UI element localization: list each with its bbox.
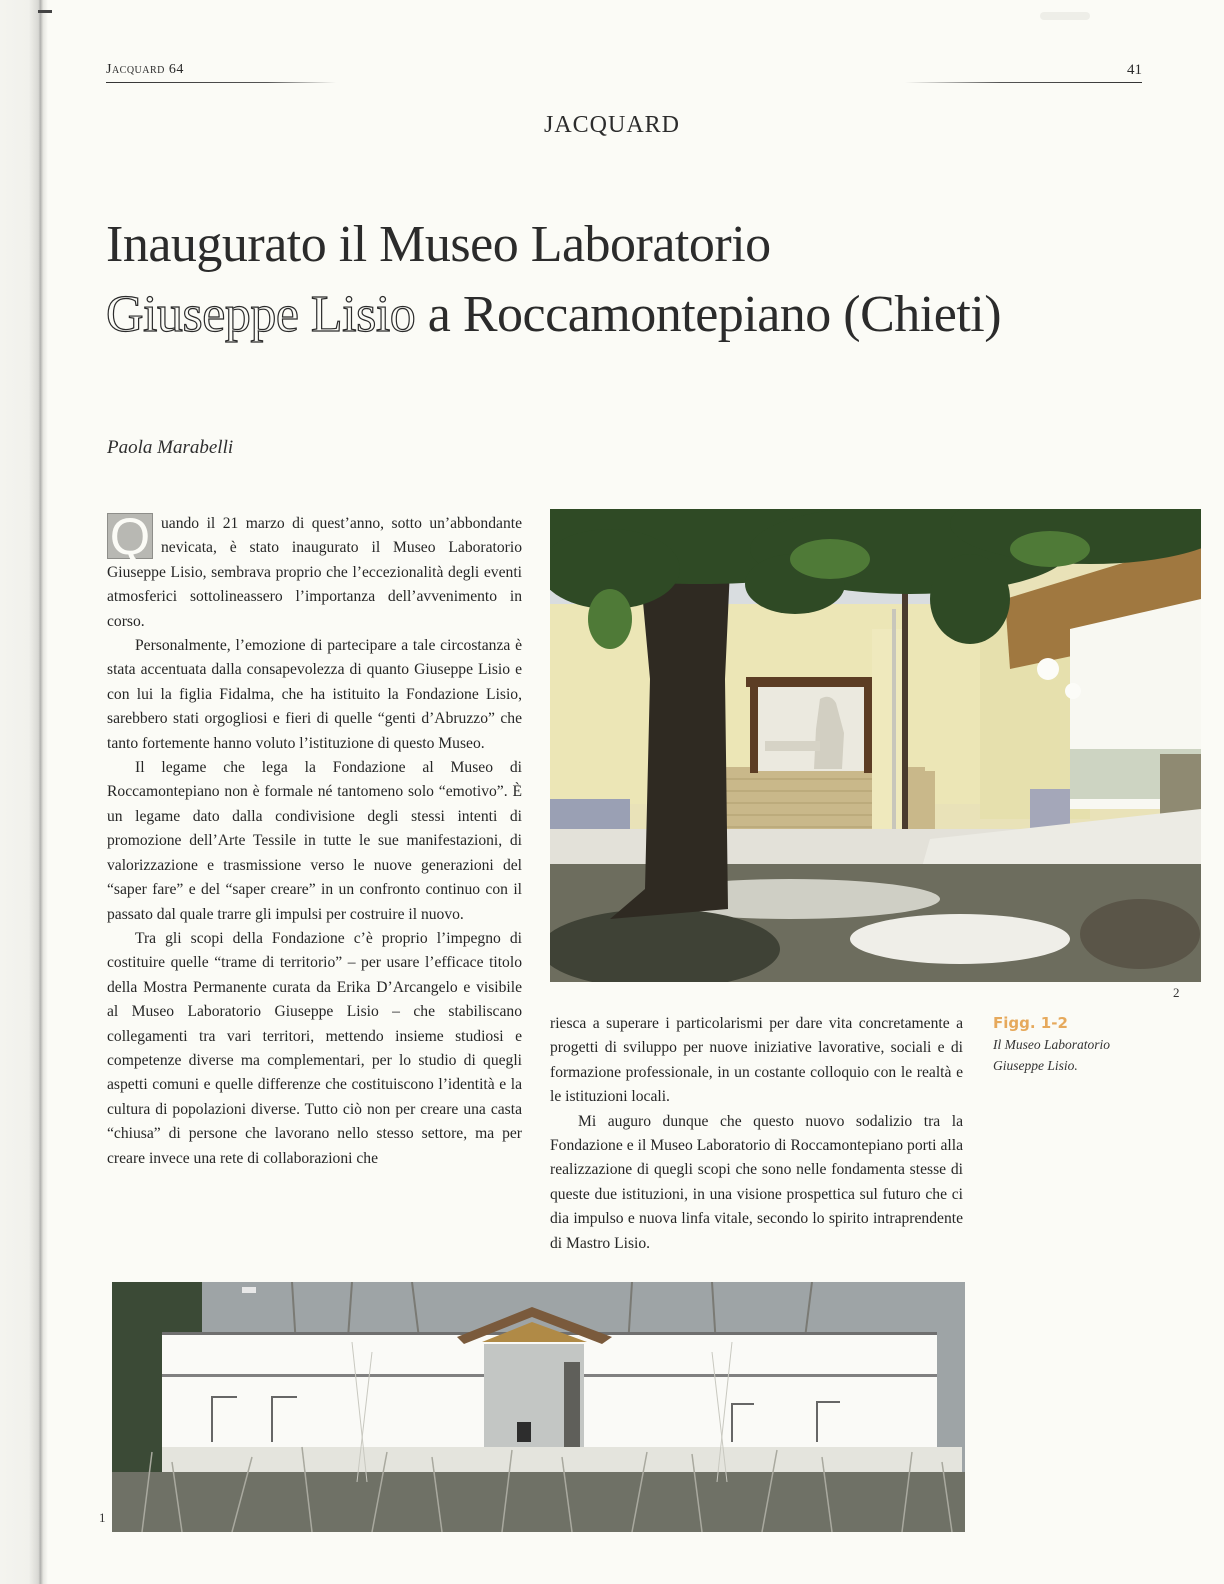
paragraph: Personalmente, l’emozione di partecipare a tale circostanza è stata accentuata dalla consapevolezza di quanto Giuseppe Lisio e con lui la figlia Fidalma, che ha istituito la Fondazione Lisio, sarebbero stati orgogliosi e fieri di quelle “genti d’Abruzzo” che tanto fortemente hanno voluto l’istituzione di questo Museo.	[107, 637, 522, 752]
courtyard-photo-illustration	[550, 509, 1201, 982]
figure-1-photo	[112, 1282, 965, 1532]
running-head	[106, 62, 1142, 84]
section-title: JACQUARD	[543, 112, 680, 138]
header-rule-left	[106, 82, 336, 83]
scan-smudge	[1040, 12, 1090, 20]
journal-name: Jacquard 64	[106, 62, 184, 77]
title-outline-name: Giuseppe Lisio	[106, 286, 416, 343]
paragraph: Mi auguro dunque che questo nuovo sodalizio tra la Fondazione e il Museo Laboratorio di Roccamontepiano porti alla realizzazione di quegli scopi che sono nelle fondamenta stesse di queste due istituzioni, in una visione prospettica sul futuro che ci dia impulso e nuova linfa vitale, secondo lo spirito intraprendente di Mastro Lisio.	[550, 1112, 963, 1252]
body-column-middle	[550, 1012, 963, 1256]
paragraph-text: uando il 21 marzo di quest’anno, sotto un’abbondante nevicata, è stato inaugurato il Museo Laboratorio Giuseppe Lisio, sembrava proprio che l’eccezionalità degli eventi atmosferici sottolineassero l’importanza dell’avvenimento in corso.	[107, 515, 522, 630]
scan-mark	[38, 10, 52, 13]
caption-label: Figg. 1-2	[993, 1014, 1068, 1032]
paragraph	[107, 508, 522, 634]
title-line-2-rest: a Roccamontepiano (Chieti)	[415, 286, 1002, 343]
paragraph: riesca a superare i particolarismi per dare vita concretamente a progetti di sviluppo per nuove iniziative lavorative, sociali e di formazione professionale, in un costante colloquio con le realtà e le istituzioni locali.	[550, 1015, 963, 1106]
body-column-left	[107, 508, 522, 1171]
paragraph: Tra gli scopi della Fondazione c’è proprio l’impegno di costituire quelle “trame di territorio” – per usare l’efficace titolo della Mostra Permanente curata da Erika D’Arcangelo e visibile al Museo Laboratorio Giuseppe Lisio – che stabiliscano collegamenti tra vari territori, mettendo insieme studiosi e competenze diverse ma complementari, per lo studio di quegli aspetti comuni e quelle differenze che costituiscono l’identità e la cultura di popolazioni diverse. Tutto ciò non per creare una casta “chiusa” di persone che lavorano nello stesso settore, ma per creare invece una rete di collaborazioni che	[107, 929, 522, 1167]
figure-2-photo	[550, 509, 1201, 982]
author-byline: Paola Marabelli	[107, 437, 234, 458]
article-title	[106, 210, 1166, 350]
museum-exterior-photo-illustration	[112, 1282, 965, 1532]
page-spine-shadow	[0, 0, 48, 1584]
figure-caption	[993, 1012, 1153, 1076]
drop-cap: Q	[107, 513, 153, 559]
page-number: 41	[1127, 62, 1142, 78]
caption-text: Il Museo Laboratorio Giuseppe Lisio.	[993, 1037, 1111, 1073]
figure-1-number: 1	[99, 1510, 106, 1525]
title-line-1: Inaugurato il Museo Laboratorio	[106, 216, 771, 273]
figure-2-number: 2	[1173, 985, 1180, 1000]
paragraph: Il legame che lega la Fondazione al Museo di Roccamontepiano non è formale né tantomeno solo “emotivo”. È un legame dato dalla condivisione degli stessi intenti di promozione dell’Arte Tessile in tutte le sue manifestazioni, di valorizzazione e trasmissione verso le nuove generazioni del “saper fare” e del “saper creare” in un confronto continuo con il passato dal quale trarre gli impulsi per costruire il nuovo.	[107, 759, 522, 923]
header-rule-right	[905, 82, 1142, 83]
